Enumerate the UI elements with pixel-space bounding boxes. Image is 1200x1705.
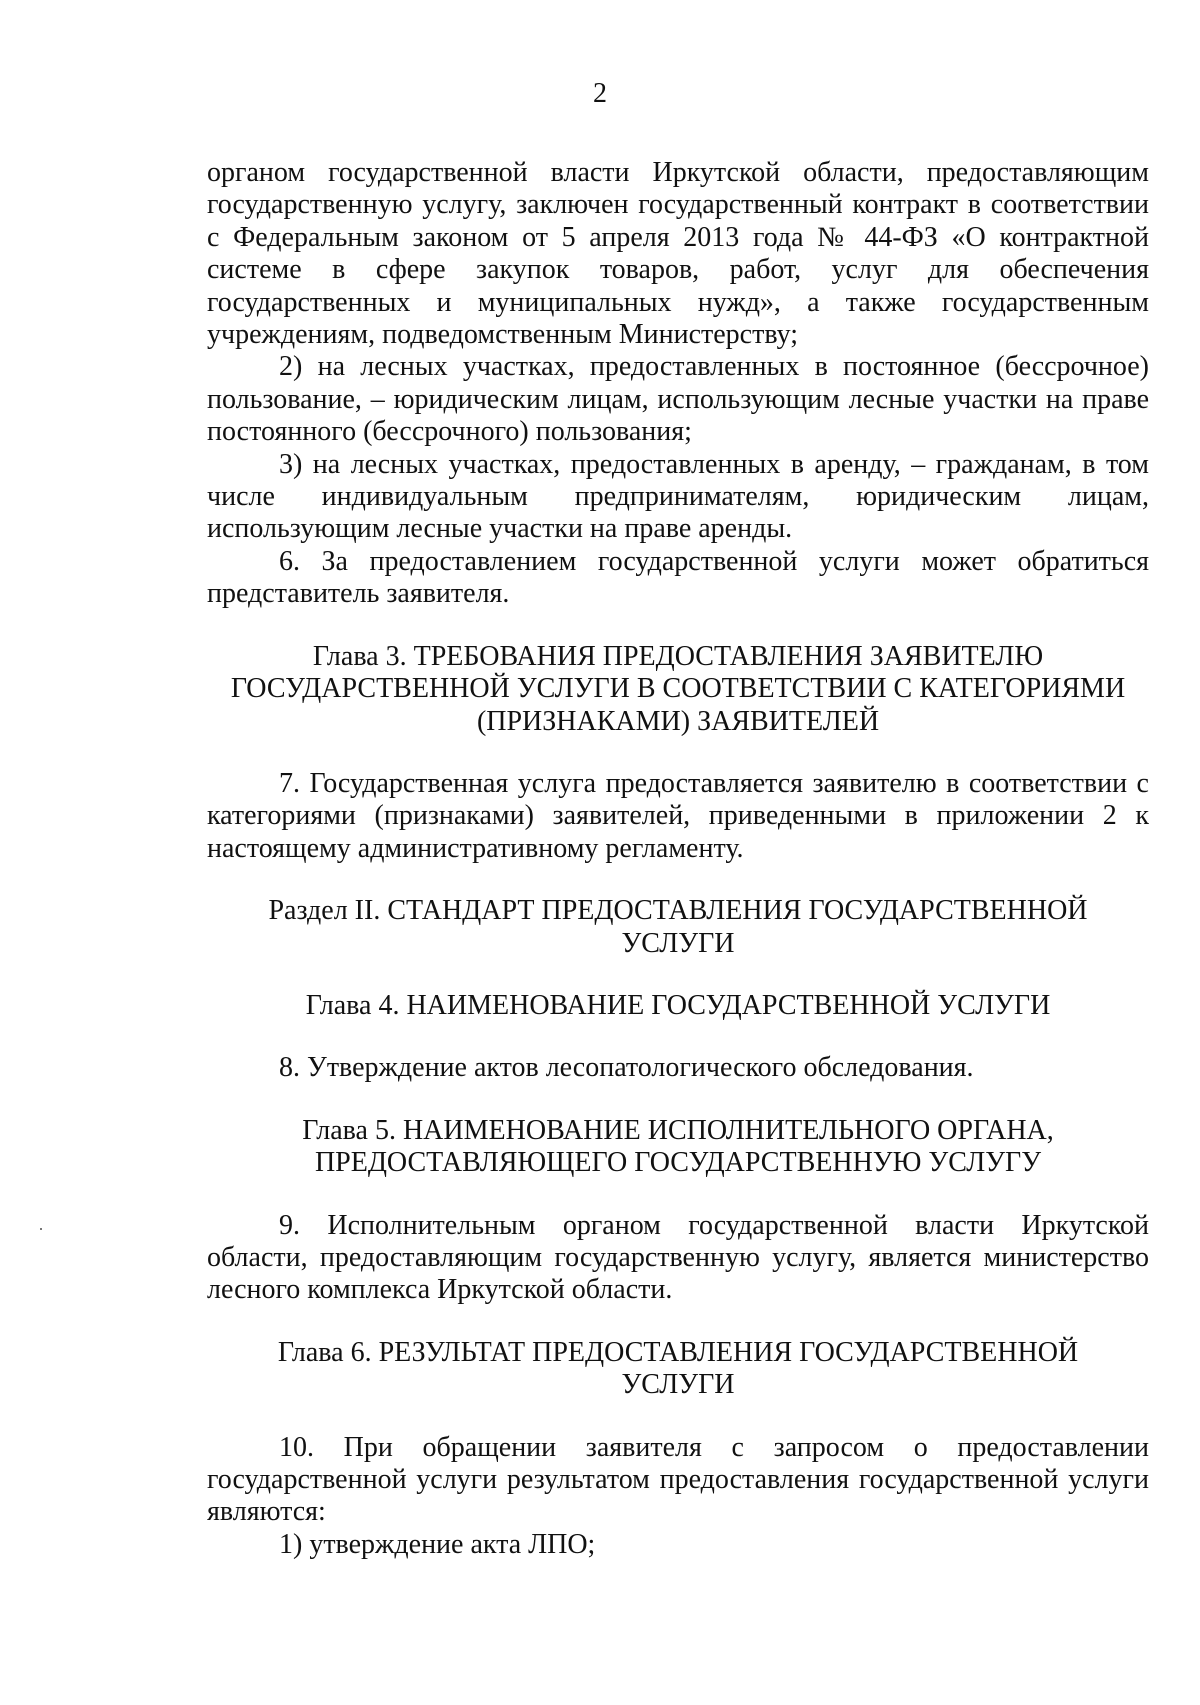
section-2-heading-line: УСЛУГИ xyxy=(621,927,735,959)
paragraph-10-item-1: 1) утверждение акта ЛПО; xyxy=(279,1528,596,1560)
chapter-5-heading-line: ПРЕДОСТАВЛЯЮЩЕГО ГОСУДАРСТВЕННУЮ УСЛУГУ xyxy=(314,1147,1042,1179)
paragraph-continuation: органом государственной власти Иркутской области, предоставляющим государственную услугу, заключен государственный контракт в соответствии с Федеральным законом от 5 апреля 2013 года № 44-ФЗ «О контрактной системе в сфере закупок товаров, работ, услуг для обеспечения государственных и муниципальных нужд», а также государственным учреждениям, подведомственным Министерству; xyxy=(207,157,1149,351)
paragraph-8: 8. Утверждение актов лесопатологического обследования. xyxy=(279,1052,974,1084)
chapter-6-heading-line: Глава 6. РЕЗУЛЬТАТ ПРЕДОСТАВЛЕНИЯ ГОСУДАРСТВЕННОЙ xyxy=(277,1336,1079,1368)
scan-speck xyxy=(40,1228,42,1230)
section-2-heading xyxy=(207,895,1149,960)
chapter-3-heading-line: Глава 3. ТРЕБОВАНИЯ ПРЕДОСТАВЛЕНИЯ ЗАЯВИТЕЛЮ xyxy=(312,640,1044,672)
chapter-5-heading-line: Глава 5. НАИМЕНОВАНИЕ ИСПОЛНИТЕЛЬНОГО ОРГАНА, xyxy=(302,1114,1054,1146)
chapter-3-heading xyxy=(207,641,1149,738)
paragraph-9: 9. Исполнительным органом государственной власти Иркутской области, предоставляющим государственную услугу, является министерство лесного комплекса Иркутской области. xyxy=(207,1209,1149,1306)
chapter-3-heading-line: ГОСУДАРСТВЕННОЙ УСЛУГИ В СООТВЕТСТВИИ С КАТЕГОРИЯМИ xyxy=(230,673,1126,705)
section-2-heading-line: Раздел II. СТАНДАРТ ПРЕДОСТАВЛЕНИЯ ГОСУДАРСТВЕННОЙ xyxy=(268,895,1088,927)
list-item-3: 3) на лесных участках, предоставленных в аренду, – гражданам, в том числе индивидуальным предпринимателям, юридическим лицам, использующим лесные участки на праве аренды. xyxy=(207,448,1149,545)
paragraph-7: 7. Государственная услуга предоставляется заявителю в соответствии с категориями (признаками) заявителей, приведенными в приложении 2 к настоящему административному регламенту. xyxy=(207,767,1149,864)
chapter-3-heading-line: (ПРИЗНАКАМИ) ЗАЯВИТЕЛЕЙ xyxy=(476,705,880,737)
document-body xyxy=(207,157,1149,1561)
chapter-5-heading xyxy=(207,1115,1149,1180)
chapter-4-heading: Глава 4. НАИМЕНОВАНИЕ ГОСУДАРСТВЕННОЙ УСЛУГИ xyxy=(305,989,1051,1021)
list-item-2: 2) на лесных участках, предоставленных в постоянное (бессрочное) пользование, – юридическим лицам, использующим лесные участки на праве постоянного (бессрочного) пользования; xyxy=(207,351,1149,448)
chapter-6-heading xyxy=(207,1337,1149,1402)
chapter-6-heading-line: УСЛУГИ xyxy=(621,1369,735,1401)
paragraph-6: 6. За предоставлением государственной услуги может обратиться представитель заявителя. xyxy=(207,545,1149,610)
page-number: 2 xyxy=(593,78,607,109)
paragraph-10: 10. При обращении заявителя с запросом о предоставлении государственной услуги результатом предоставления государственной услуги являются: xyxy=(207,1431,1149,1528)
